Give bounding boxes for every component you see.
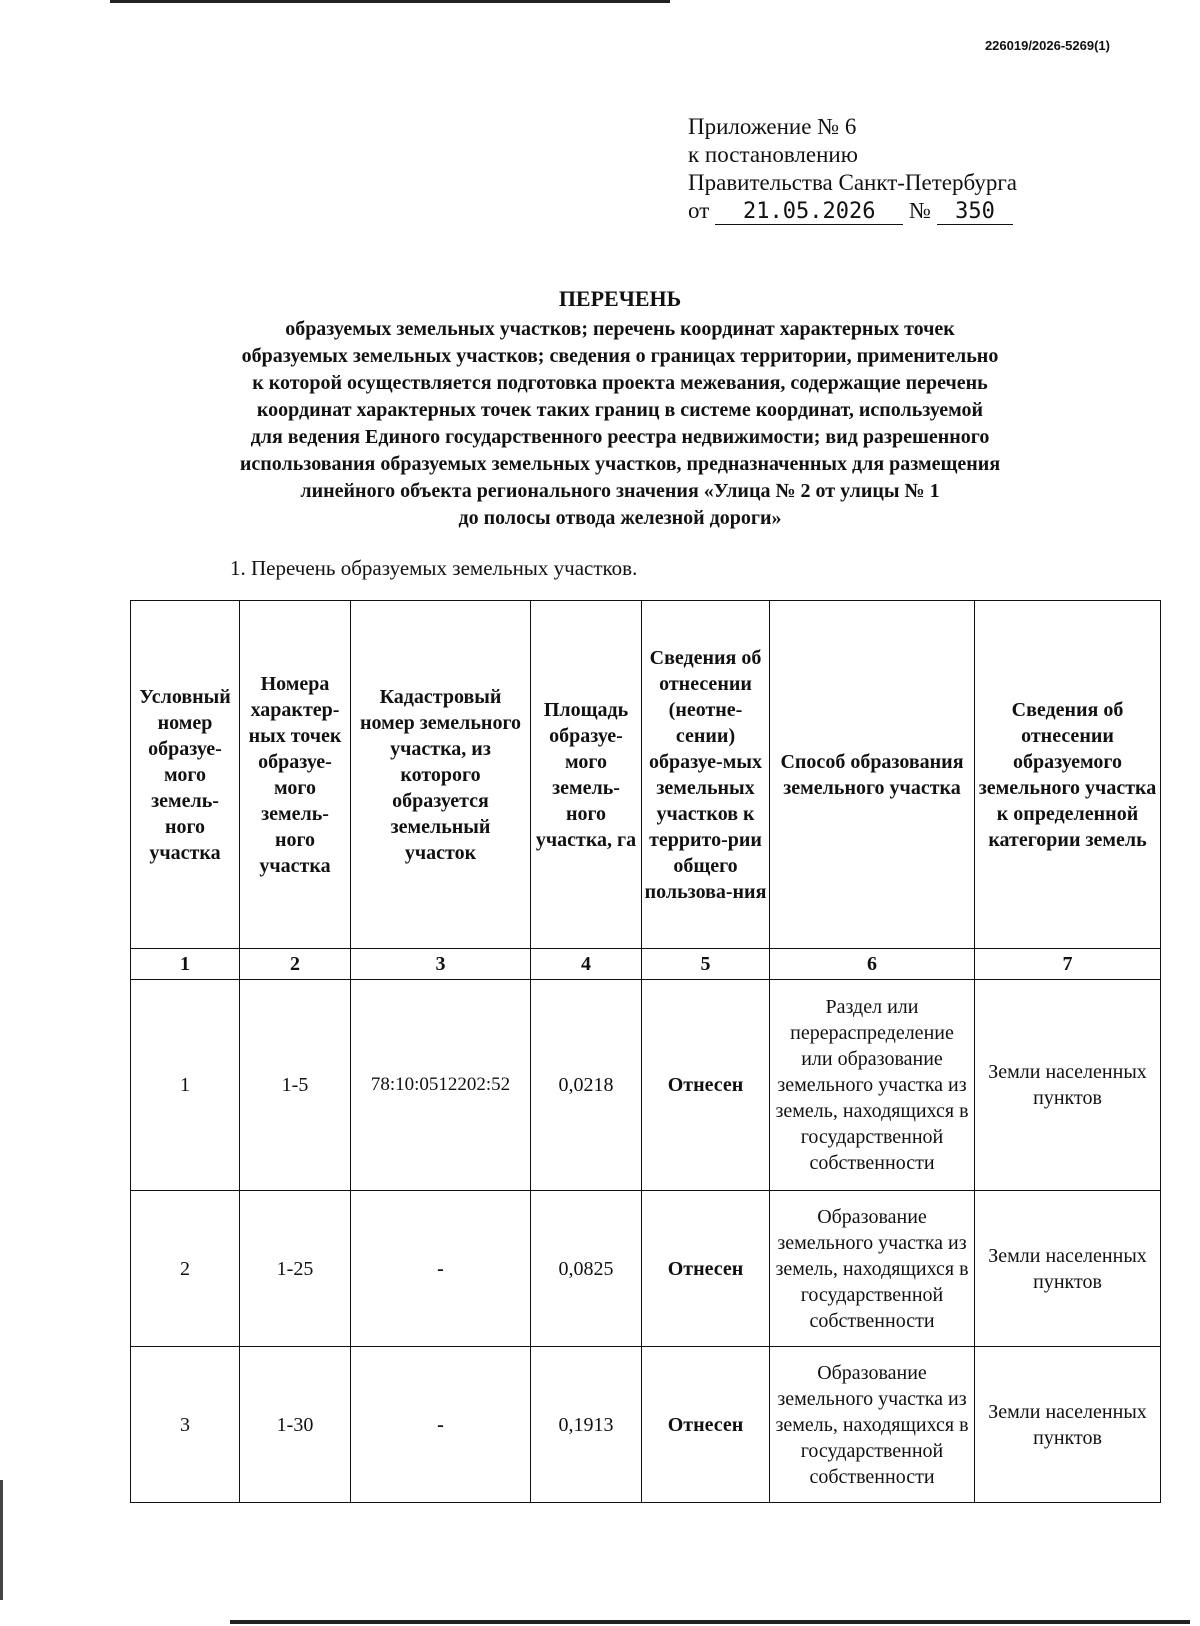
header-plot-number: Условный номер образуе-мого земель-ного участка (131, 601, 240, 949)
appendix-decree-label: к постановлению (688, 142, 858, 167)
appendix-government: Правительства Санкт-Петербурга (688, 170, 1017, 195)
cell-public-use: Отнесен (642, 1347, 770, 1503)
section-heading: 1. Перечень образуемых земельных участков. (230, 556, 638, 580)
column-number: 7 (975, 949, 1161, 980)
table-header-row (131, 601, 1161, 949)
cell-land-category: Земли населенных пунктов (975, 1191, 1161, 1347)
cell-public-use: Отнесен (642, 1191, 770, 1347)
cell-cadastral: - (351, 1191, 531, 1347)
appendix-block (688, 113, 1017, 225)
number-label: № (909, 198, 931, 223)
cell-formation-method: Раздел или перераспределение или образование земельного участка из земель, находящихся в государственной собственности (770, 980, 975, 1191)
cell-points: 1-30 (240, 1347, 351, 1503)
cell-land-category: Земли населенных пунктов (975, 980, 1161, 1191)
cell-formation-method: Образование земельного участка из земель, находящихся в государственной собственности (770, 1347, 975, 1503)
title-line: использования образуемых земельных участков, предназначенных для размещения (239, 453, 1001, 475)
appendix-number: Приложение № 6 (688, 114, 857, 139)
header-area: Площадь образуе-мого земель-ного участка, га (531, 601, 642, 949)
title-line: для ведения Единого государственного реестра недвижимости; вид разрешенного (250, 426, 990, 448)
cell-formation-method: Образование земельного участка из земель, находящихся в государственной собственности (770, 1191, 975, 1347)
cell-points: 1-25 (240, 1191, 351, 1347)
decree-date: 21.05.2026 (715, 200, 903, 225)
cell-area: 0,0825 (531, 1191, 642, 1347)
title-line: до полосы отвода железной дороги» (458, 507, 782, 529)
cell-area: 0,1913 (531, 1347, 642, 1503)
title-main: ПЕРЕЧЕНЬ (558, 286, 682, 311)
scan-border-left (0, 1480, 3, 1600)
table-row (131, 1347, 1161, 1503)
title-line: к которой осуществляется подготовка проекта межевания, содержащие перечень (252, 372, 988, 394)
table-row (131, 1191, 1161, 1347)
cell-points: 1-5 (240, 980, 351, 1191)
header-formation-method: Способ образования земельного участка (770, 601, 975, 949)
document-title (140, 284, 1100, 532)
cell-cadastral: - (351, 1347, 531, 1503)
scan-border-top (110, 0, 670, 3)
cell-plot-number: 2 (131, 1191, 240, 1347)
column-number: 3 (351, 949, 531, 980)
header-cadastral: Кадастровый номер земельного участка, из которого образуется земельный участок (351, 601, 531, 949)
column-number: 2 (240, 949, 351, 980)
cell-plot-number: 1 (131, 980, 240, 1191)
title-line: линейного объекта регионального значения «Улица № 2 от улицы № 1 (300, 480, 940, 502)
title-line: образуемых земельных участков; сведения о границах территории, применительно (241, 345, 999, 367)
column-number: 4 (531, 949, 642, 980)
header-land-category: Сведения об отнесении образуемого земельного участка к определенной категории земель (975, 601, 1161, 949)
column-number-row (131, 949, 1161, 980)
scan-border-bottom (230, 1620, 1190, 1624)
column-number: 5 (642, 949, 770, 980)
cell-plot-number: 3 (131, 1347, 240, 1503)
header-public-use: Сведения об отнесении (неотне-сении) образуе-мых земельных участков к террито-рии общего пользова-ния (642, 601, 770, 949)
from-label: от (688, 198, 710, 223)
title-line: координат характерных точек таких границ в системе координат, используемой (256, 399, 984, 421)
cell-land-category: Земли населенных пунктов (975, 1347, 1161, 1503)
header-points: Номера характер-ных точек образуе-мого земель-ного участка (240, 601, 351, 949)
cell-area: 0,0218 (531, 980, 642, 1191)
cell-public-use: Отнесен (642, 980, 770, 1191)
column-number: 6 (770, 949, 975, 980)
decree-number: 350 (937, 200, 1013, 225)
appendix-date-line (688, 197, 1017, 225)
document-code: 226019/2026-5269(1) (984, 38, 1110, 53)
land-plots-table (130, 600, 1161, 1503)
column-number: 1 (131, 949, 240, 980)
cell-cadastral: 78:10:0512202:52 (351, 980, 531, 1191)
table-row (131, 980, 1161, 1191)
title-line: образуемых земельных участков; перечень координат характерных точек (285, 318, 955, 340)
